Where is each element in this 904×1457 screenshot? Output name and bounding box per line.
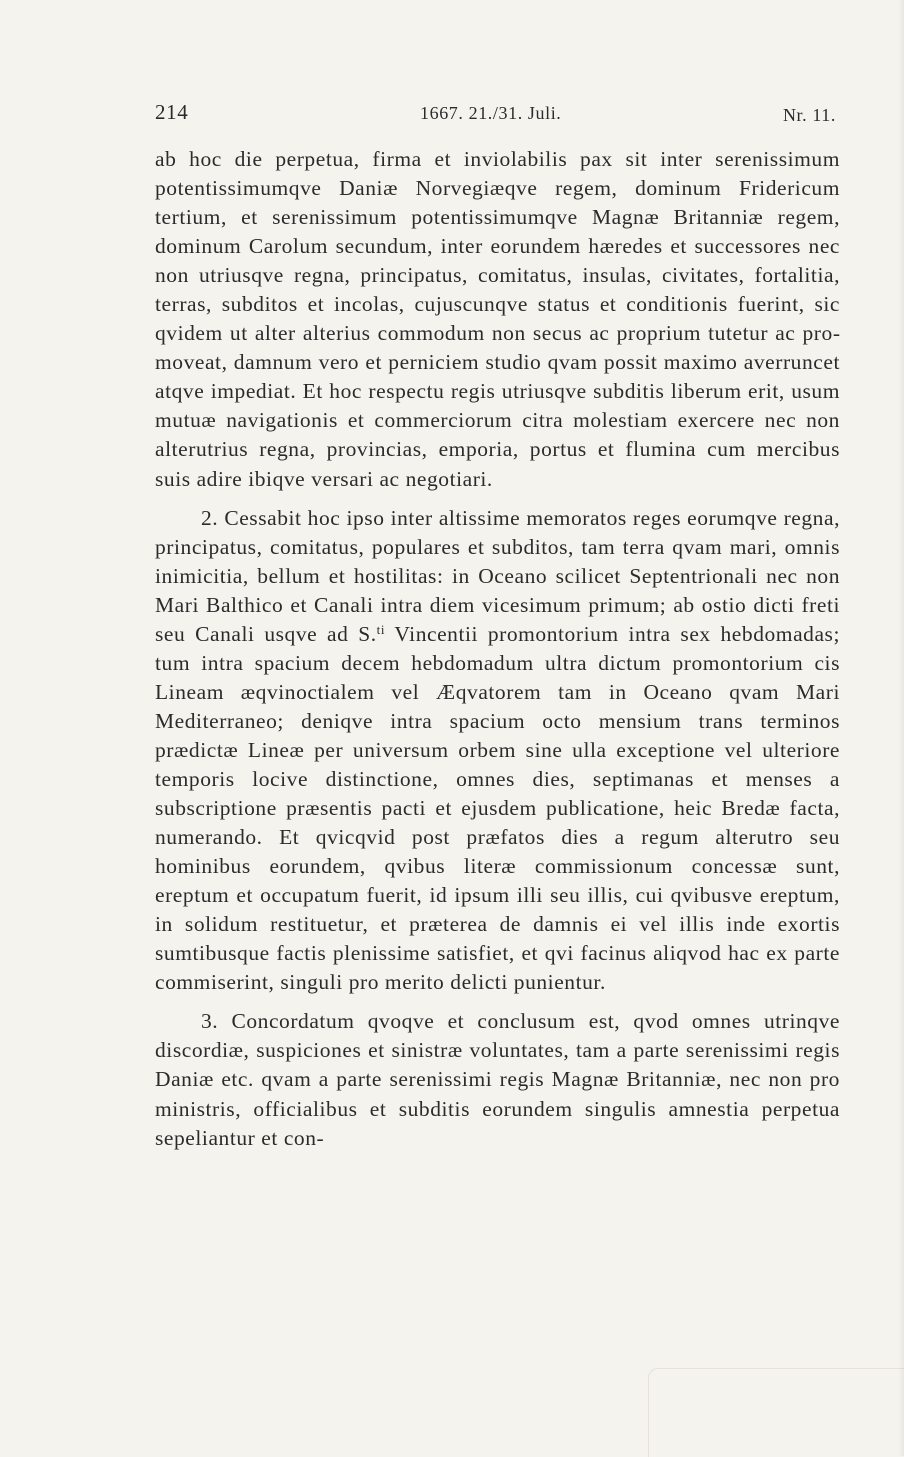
paragraph-2-text-b: Vincentii promontorium intra sex hebdomadas; tum intra spacium decem hebdomadum ultra dictum promontorium cis Lineam æqvinoctialem vel Æqvatorem tam in Oceano qvam Mari Mediterraneo; deniqve intra spacium octo mensium trans terminos prædictæ Lineæ per universum orbem sine ulla exceptione vel ulteriore temporis locive distinctione, omnes dies, septimanas et menses a subscriptione præsentis pacti et ejusdem publicatione, heic Bredæ facta, numerando. Et qvicqvid post præfatos dies a regum alterutro seu hominibus eorundem, qvibus literæ commissionum concessæ sunt, ereptum et occupatum fuerit, id ipsum illi seu illis, cui qvibusve ereptum, in solidum restituetur, et præterea de damnis ei vel illis inde exortis sumtibusque factis plenissime satisfiet, et qvi facinus aliqvod hac ex parte commiserint, singuli pro merito delicti punientur.	[155, 621, 840, 995]
superscript-abbrev: ti	[376, 621, 385, 637]
paragraph-2-text-a: 2. Cessabit hoc ipso inter altissime memoratos reges eorumqve regna, principatus, comitatus, populares et subditos, tam terra qvam mari, omnis inimicitia, bellum et hostilitas: in Oceano scilicet Septentrionali nec non Mari Balthico et Canali intra diem vicesimum primum; ab ostio dicti freti seu Canali usqve ad S.	[155, 505, 840, 646]
page-header	[155, 100, 845, 130]
running-head: 1667. 21./31. Juli.	[420, 103, 562, 123]
page-edge-shadow	[898, 0, 904, 1456]
paragraph-1: ab hoc die perpetua, firma et inviolabilis pax sit inter serenissimum potentissimumqve Daniæ Norvegiæqve regem, dominum Fridericum tertium, et serenissimum potentissimumqve Magnæ Britanniæ regem, dominum Carolum secundum, inter eorundem hæredes et successores nec non utriusqve regna, principatus, comitatus, insulas, civitates, fortalitia, terras, subditos et incolas, cujuscunqve status et conditionis fuerint, sic qvidem ut alter alterius commodum non secus ac proprium tutetur ac promoveat, damnum vero et perniciem studio qvam possit maximo averruncet atqve impediat. Et hoc respectu regis utriusqve subditis liberum erit, usum mutuæ navigationis et commerciorum citra molestiam exercere nec non alterutrius regna, provincias, emporia, portus et flumina cum mercibus suis adire ibiqve versari ac negotiari.	[155, 147, 840, 491]
page-number: 214	[155, 100, 189, 124]
paper-crease	[648, 1368, 904, 1457]
document-number: Nr. 11.	[782, 105, 836, 125]
body-text	[155, 145, 840, 1163]
paragraph-2	[155, 504, 840, 998]
paragraph-3: 3. Concordatum qvoqve et conclusum est, qvod omnes utrinqve discordiæ, suspiciones et sinistræ voluntates, tam a parte serenissimi regis Daniæ etc. qvam a parte serenissimi regis Magnæ Britanniæ, nec non pro ministris, officialibus et subditis eorundem singulis amnestia perpetua sepeliantur et con-	[155, 1009, 840, 1150]
